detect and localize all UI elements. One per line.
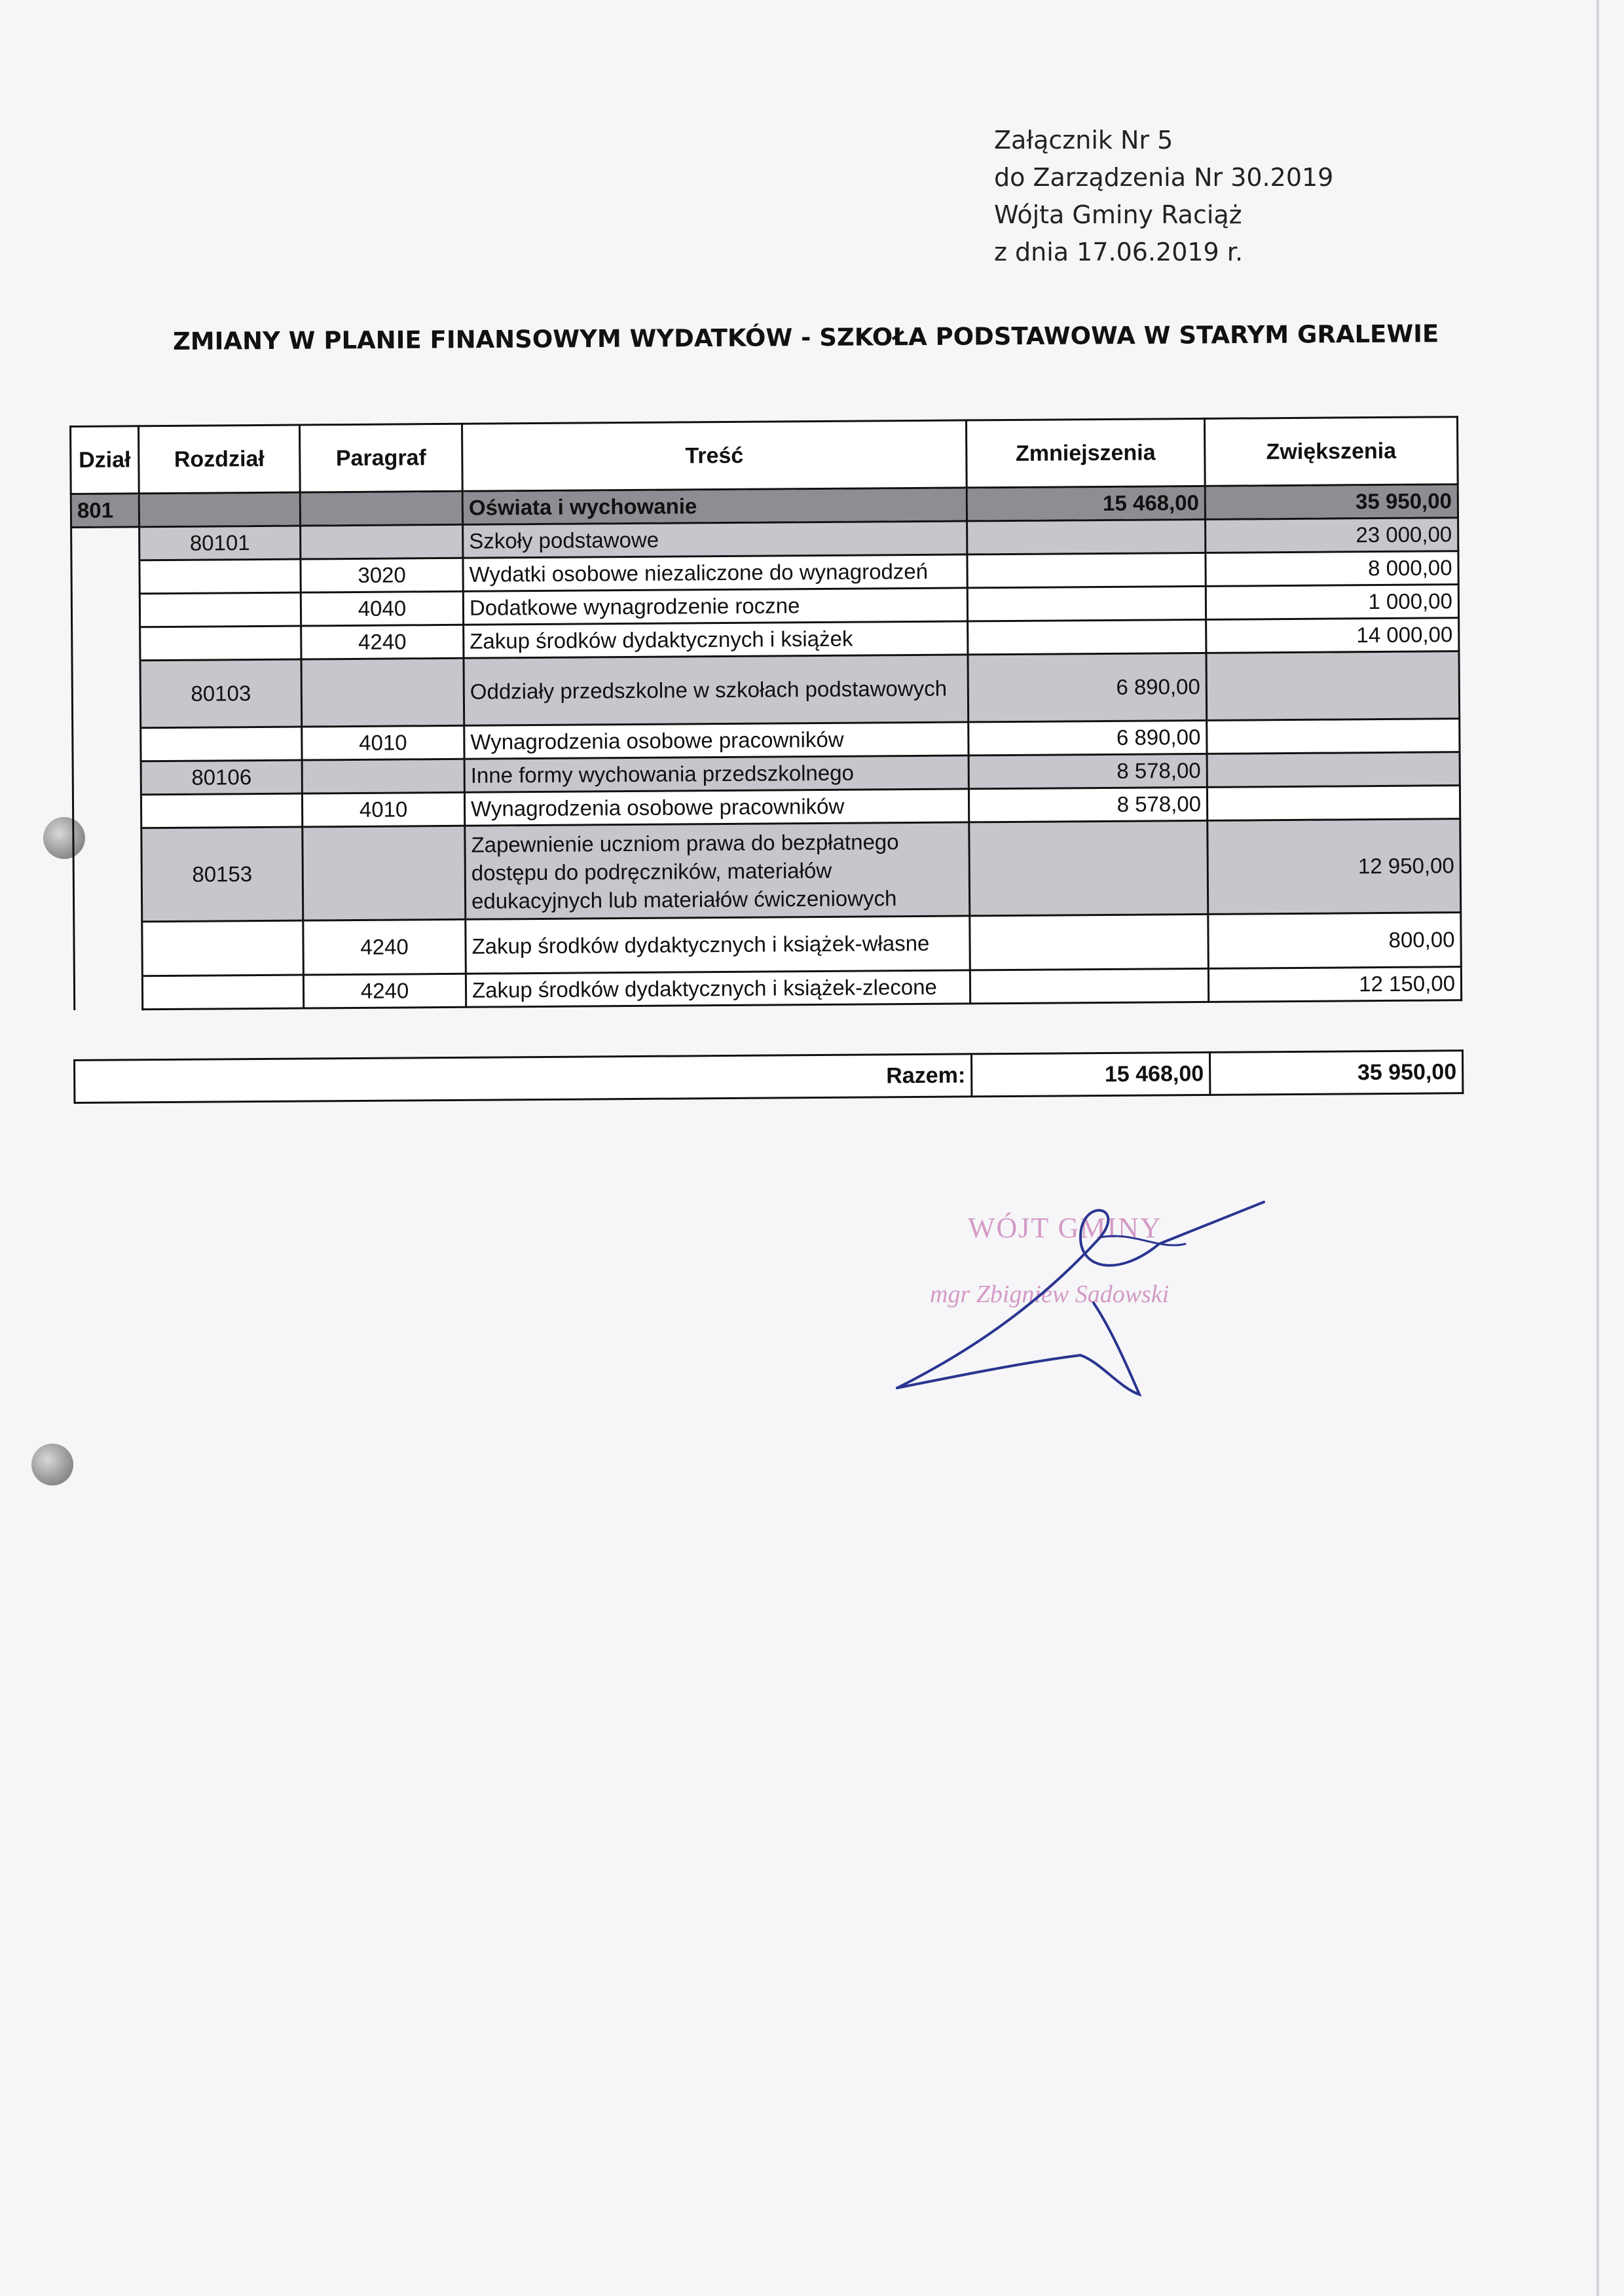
empty-cell bbox=[967, 553, 1206, 588]
item-description: Wydatki osobowe niezaliczone do wynagrodzeń bbox=[463, 555, 967, 591]
header-paragraf: Paragraf bbox=[300, 424, 463, 492]
item-decrease: 8 578,00 bbox=[969, 787, 1207, 822]
item-description: Wynagrodzenia osobowe pracowników bbox=[464, 722, 969, 759]
rozdzial-decrease: 8 578,00 bbox=[969, 754, 1207, 789]
rozdzial-code: 80106 bbox=[141, 760, 302, 795]
paragraf-code: 4240 bbox=[303, 919, 466, 975]
header-zmniejszenia: Zmniejszenia bbox=[966, 418, 1205, 488]
annex-line: Wójta Gminy Raciąż bbox=[994, 200, 1242, 229]
header-tresc: Treść bbox=[462, 420, 967, 491]
empty-cell bbox=[142, 920, 304, 976]
empty-cell bbox=[139, 492, 300, 527]
paragraf-code: 4240 bbox=[301, 625, 464, 659]
empty-cell bbox=[968, 619, 1206, 655]
empty-cell bbox=[139, 559, 301, 594]
signature-icon bbox=[884, 1192, 1290, 1408]
total-label: Razem: bbox=[75, 1054, 972, 1103]
stamp-title: WÓJT GMINY bbox=[968, 1212, 1162, 1244]
paragraf-code: 4010 bbox=[302, 792, 464, 827]
dzial-code: 801 bbox=[71, 494, 139, 528]
total-increase: 35 950,00 bbox=[1209, 1051, 1462, 1095]
dzial-increase: 35 950,00 bbox=[1205, 484, 1458, 520]
empty-cell bbox=[970, 914, 1209, 970]
rozdzial-name: Szkoły podstawowe bbox=[463, 521, 967, 558]
stamp-name: mgr Zbigniew Sadowski bbox=[930, 1281, 1170, 1308]
empty-cell bbox=[300, 491, 462, 526]
rozdzial-code: 80101 bbox=[139, 526, 301, 560]
paragraf-code: 4240 bbox=[303, 974, 466, 1008]
empty-cell bbox=[1207, 752, 1460, 788]
document-title: ZMIANY W PLANIE FINANSOWYM WYDATKÓW - SZKOŁA PODSTAWOWA W STARYM GRALEWIE bbox=[172, 319, 1439, 355]
header-zwiekszenia: Zwiększenia bbox=[1204, 417, 1458, 486]
rozdzial-name: Inne formy wychowania przedszkolnego bbox=[464, 756, 969, 792]
annex-line: Załącznik Nr 5 bbox=[994, 126, 1173, 155]
paragraf-code: 4010 bbox=[302, 725, 464, 760]
empty-cell bbox=[967, 519, 1206, 555]
empty-cell bbox=[139, 592, 301, 627]
empty-cell bbox=[1206, 651, 1460, 721]
total-table bbox=[73, 1049, 1464, 1104]
rozdzial-name: Oddziały przedszkolne w szkołach podstawowych bbox=[464, 655, 969, 725]
header-rozdzial: Rozdział bbox=[139, 425, 301, 494]
rozdzial-increase: 12 950,00 bbox=[1208, 819, 1461, 915]
rozdzial-decrease: 6 890,00 bbox=[968, 653, 1207, 722]
empty-cell bbox=[302, 759, 464, 793]
dzial-name: Oświata i wychowanie bbox=[462, 488, 967, 524]
item-description: Dodatkowe wynagrodzenie roczne bbox=[463, 588, 967, 625]
empty-cell bbox=[142, 975, 303, 1010]
empty-cell bbox=[1207, 719, 1460, 754]
table-row bbox=[74, 913, 1462, 977]
empty-cell bbox=[969, 820, 1208, 916]
punch-hole bbox=[31, 1444, 73, 1485]
empty-cell bbox=[301, 524, 463, 559]
rozdzial-name bbox=[465, 822, 970, 919]
rozdzial-row bbox=[73, 819, 1461, 922]
empty-cell bbox=[1207, 786, 1460, 821]
item-increase: 1 000,00 bbox=[1206, 585, 1458, 620]
header-dzial: Dział bbox=[71, 426, 139, 494]
page-edge-shadow bbox=[1596, 0, 1599, 2296]
item-description: Zakup środków dydaktycznych i książek bbox=[464, 621, 968, 658]
rozdzial-code: 80103 bbox=[140, 659, 302, 728]
rozdzial-name-line: edukacyjnych lub materiałów ćwiczeniowych bbox=[471, 885, 897, 913]
rozdzial-name-line: Zapewnienie uczniom prawa do bezpłatnego bbox=[471, 829, 899, 857]
annex-line: do Zarządzenia Nr 30.2019 bbox=[994, 163, 1334, 192]
item-increase: 800,00 bbox=[1208, 913, 1462, 969]
item-decrease: 6 890,00 bbox=[969, 720, 1207, 756]
rozdzial-row bbox=[72, 651, 1460, 729]
item-increase: 12 150,00 bbox=[1208, 967, 1461, 1002]
empty-cell bbox=[301, 658, 464, 727]
annex-line: z dnia 17.06.2019 r. bbox=[994, 238, 1244, 266]
total-decrease: 15 468,00 bbox=[971, 1052, 1209, 1097]
empty-cell bbox=[141, 793, 302, 828]
item-increase: 14 000,00 bbox=[1206, 618, 1459, 653]
table-header-row bbox=[71, 417, 1458, 494]
rozdzial-name-line: dostępu do podręczników, materiałów bbox=[471, 858, 832, 885]
paragraf-code: 4040 bbox=[301, 591, 463, 626]
empty-cell bbox=[141, 727, 302, 761]
total-row bbox=[75, 1051, 1463, 1103]
rozdzial-increase: 23 000,00 bbox=[1206, 518, 1458, 553]
item-increase: 8 000,00 bbox=[1206, 551, 1458, 587]
empty-cell bbox=[303, 826, 466, 920]
item-description: Wynagrodzenia osobowe pracowników bbox=[464, 789, 969, 826]
empty-cell bbox=[970, 968, 1208, 1004]
dzial-continuation bbox=[71, 527, 143, 1010]
expenditure-table bbox=[69, 416, 1462, 1011]
paragraf-code: 3020 bbox=[301, 558, 463, 592]
dzial-decrease: 15 468,00 bbox=[967, 486, 1205, 521]
empty-cell bbox=[140, 626, 301, 661]
item-description: Zakup środków dydaktycznych i książek-własne bbox=[466, 916, 970, 974]
annex-header bbox=[994, 122, 1333, 271]
rozdzial-code: 80153 bbox=[141, 827, 303, 922]
empty-cell bbox=[967, 586, 1206, 621]
item-description: Zakup środków dydaktycznych i książek-zlecone bbox=[466, 970, 970, 1007]
